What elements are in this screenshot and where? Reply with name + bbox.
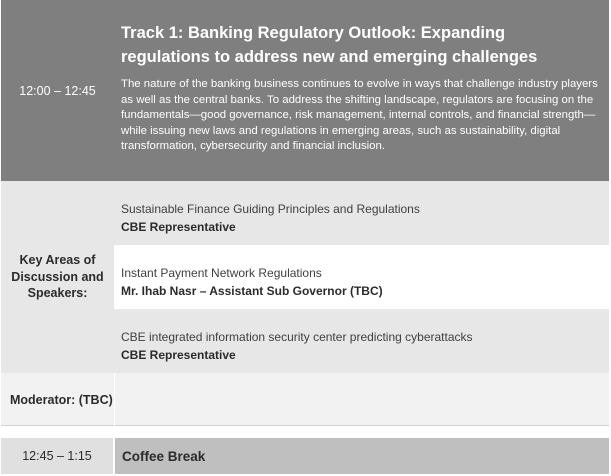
coffee-break-label: Coffee Break	[115, 438, 609, 474]
coffee-break-row	[1, 438, 609, 474]
moderator-divider	[114, 373, 115, 426]
discussion-item-title: CBE integrated information security center predicting cyberattacks	[121, 330, 473, 344]
moderator-label: Moderator: (TBC)	[10, 392, 113, 407]
discussion-item-title: Instant Payment Network Regulations	[121, 266, 322, 280]
discussion-item-title: Sustainable Finance Guiding Principles and Regulations	[121, 202, 420, 216]
discussion-item-speaker: CBE Representative	[121, 220, 236, 234]
track-title	[121, 21, 601, 69]
track-time: 12:00 – 12:45	[19, 83, 96, 98]
key-areas-label: Key Areas of Discussion and Speakers:	[11, 253, 104, 301]
moderator-row	[1, 373, 609, 426]
key-areas-section	[1, 181, 609, 373]
track-description: The nature of the banking business continues to evolve in ways that challenge industry players as well as the central banks. To address the shifting landscape, regulators are focusing on the fundamentals—good governance, risk management, internal controls, and financial strength—while issuing new laws and regulations in emerging areas, such as sustainability, digital transformation, cybersecurity and financial inclusion.	[121, 78, 598, 153]
discussion-item-speaker: Mr. Ihab Nasr – Assistant Sub Governor (TBC)	[121, 284, 383, 298]
coffee-break-time: 12:45 – 1:15	[1, 438, 113, 474]
track-title-line-2: regulations to address new and emerging challenges	[121, 48, 538, 66]
track-header	[1, 0, 609, 181]
discussion-item-speaker: CBE Representative	[121, 348, 236, 362]
discussion-item	[114, 309, 609, 373]
discussion-item	[114, 181, 609, 245]
track-title-line-1: Track 1: Banking Regulatory Outlook: Expanding	[121, 24, 506, 42]
discussion-item	[114, 245, 609, 309]
